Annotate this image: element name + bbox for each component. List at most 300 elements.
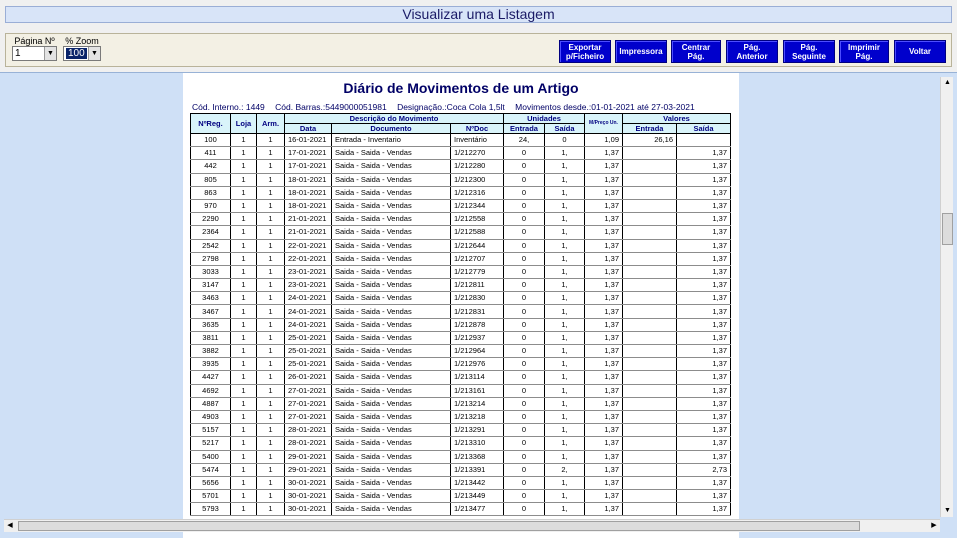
cell-nreg: 3882 xyxy=(191,345,231,358)
table-row xyxy=(191,410,731,423)
cell-entrada: 0 xyxy=(504,305,545,318)
cell-entrada: 0 xyxy=(504,318,545,331)
cell-documento: Saida - Saida - Vendas xyxy=(332,503,451,516)
cell-valor-entrada xyxy=(623,279,677,292)
cell-valor-saida: 1,37 xyxy=(677,397,731,410)
cell-data: 25-01-2021 xyxy=(285,345,332,358)
cell-arm: 1 xyxy=(257,292,285,305)
cell-arm: 1 xyxy=(257,331,285,344)
table-row xyxy=(191,384,731,397)
cell-valor-entrada xyxy=(623,384,677,397)
cell-nreg: 863 xyxy=(191,186,231,199)
cell-arm: 1 xyxy=(257,450,285,463)
back-button[interactable] xyxy=(894,40,946,63)
cell-arm: 1 xyxy=(257,265,285,278)
center-page-button[interactable] xyxy=(671,40,721,63)
cell-loja: 1 xyxy=(231,437,257,450)
cell-valor-entrada: 26,16 xyxy=(623,134,677,147)
cell-saida: 1, xyxy=(545,371,585,384)
cell-valor-entrada xyxy=(623,186,677,199)
cell-arm: 1 xyxy=(257,437,285,450)
scroll-down-icon[interactable]: ▼ xyxy=(944,507,951,514)
cell-nreg: 4903 xyxy=(191,410,231,423)
cell-preco: 1,37 xyxy=(585,424,623,437)
cell-saida: 1, xyxy=(545,226,585,239)
cell-nreg: 5793 xyxy=(191,503,231,516)
cell-entrada: 0 xyxy=(504,424,545,437)
header-preco: M/Preço Un. xyxy=(585,114,623,134)
cell-nreg: 970 xyxy=(191,199,231,212)
cell-data: 25-01-2021 xyxy=(285,358,332,371)
cell-loja: 1 xyxy=(231,358,257,371)
export-file-button[interactable] xyxy=(559,40,611,63)
cell-documento: Saida - Saida - Vendas xyxy=(332,160,451,173)
cell-ndoc: 1/212300 xyxy=(451,173,504,186)
table-row xyxy=(191,173,731,186)
cell-loja: 1 xyxy=(231,503,257,516)
cell-valor-saida: 1,37 xyxy=(677,305,731,318)
cell-preco: 1,37 xyxy=(585,239,623,252)
cell-data: 30-01-2021 xyxy=(285,503,332,516)
cell-nreg: 4692 xyxy=(191,384,231,397)
cell-loja: 1 xyxy=(231,292,257,305)
cell-arm: 1 xyxy=(257,463,285,476)
cell-ndoc: 1/212707 xyxy=(451,252,504,265)
cell-valor-entrada xyxy=(623,160,677,173)
cell-arm: 1 xyxy=(257,213,285,226)
cell-valor-saida: 1,37 xyxy=(677,199,731,212)
cell-loja: 1 xyxy=(231,331,257,344)
table-row xyxy=(191,160,731,173)
cell-arm: 1 xyxy=(257,503,285,516)
cell-ndoc: 1/212588 xyxy=(451,226,504,239)
cell-data: 21-01-2021 xyxy=(285,226,332,239)
cell-valor-entrada xyxy=(623,410,677,423)
cell-saida: 1, xyxy=(545,384,585,397)
cell-data: 27-01-2021 xyxy=(285,397,332,410)
table-row xyxy=(191,424,731,437)
cell-saida: 1, xyxy=(545,305,585,318)
designation: Designação.:Coca Cola 1,5lt xyxy=(397,102,505,112)
cell-ndoc: 1/213391 xyxy=(451,463,504,476)
cell-data: 24-01-2021 xyxy=(285,305,332,318)
movements-table xyxy=(190,113,731,516)
cell-preco: 1,37 xyxy=(585,279,623,292)
cell-data: 27-01-2021 xyxy=(285,384,332,397)
cell-preco: 1,37 xyxy=(585,358,623,371)
cell-documento: Saida - Saida - Vendas xyxy=(332,476,451,489)
cell-valor-entrada xyxy=(623,305,677,318)
header-arm: Arm. xyxy=(257,114,285,134)
cell-valor-entrada xyxy=(623,252,677,265)
report-viewport xyxy=(0,72,957,538)
cell-nreg: 5157 xyxy=(191,424,231,437)
cell-valor-saida: 1,37 xyxy=(677,160,731,173)
zoom-label: % Zoom xyxy=(65,36,99,46)
cell-nreg: 100 xyxy=(191,134,231,147)
table-row xyxy=(191,305,731,318)
cell-valor-saida xyxy=(677,134,731,147)
cell-preco: 1,37 xyxy=(585,305,623,318)
cell-documento: Saida - Saida - Vendas xyxy=(332,463,451,476)
cell-loja: 1 xyxy=(231,239,257,252)
cell-entrada: 0 xyxy=(504,437,545,450)
cell-valor-entrada xyxy=(623,371,677,384)
table-row xyxy=(191,265,731,278)
center-page-label: Centrar Pág. xyxy=(681,42,711,61)
toolbar xyxy=(5,33,952,67)
cell-valor-saida: 1,37 xyxy=(677,147,731,160)
cell-loja: 1 xyxy=(231,147,257,160)
cell-preco: 1,37 xyxy=(585,173,623,186)
horizontal-scrollbar[interactable] xyxy=(4,519,940,532)
cell-saida: 1, xyxy=(545,358,585,371)
header-ndoc: NºDoc xyxy=(451,124,504,134)
report-page xyxy=(183,73,739,538)
cell-entrada: 0 xyxy=(504,384,545,397)
cell-preco: 1,37 xyxy=(585,437,623,450)
table-row xyxy=(191,292,731,305)
header-entrada: Entrada xyxy=(504,124,545,134)
cell-preco: 1,37 xyxy=(585,265,623,278)
cell-nreg: 4427 xyxy=(191,371,231,384)
cell-data: 28-01-2021 xyxy=(285,437,332,450)
cell-arm: 1 xyxy=(257,318,285,331)
scroll-up-icon[interactable]: ▲ xyxy=(944,79,951,86)
previous-page-label: Pág. Anterior xyxy=(736,42,768,61)
cell-ndoc: 1/213442 xyxy=(451,476,504,489)
cell-arm: 1 xyxy=(257,410,285,423)
cell-preco: 1,37 xyxy=(585,384,623,397)
cell-nreg: 805 xyxy=(191,173,231,186)
cell-saida: 1, xyxy=(545,173,585,186)
cell-ndoc: 1/212344 xyxy=(451,199,504,212)
cell-loja: 1 xyxy=(231,424,257,437)
cell-entrada: 0 xyxy=(504,345,545,358)
cell-nreg: 3147 xyxy=(191,279,231,292)
cell-ndoc: 1/213161 xyxy=(451,384,504,397)
cell-arm: 1 xyxy=(257,305,285,318)
table-body xyxy=(191,134,731,516)
cell-preco: 1,37 xyxy=(585,463,623,476)
cell-documento: Saida - Saida - Vendas xyxy=(332,490,451,503)
cell-preco: 1,37 xyxy=(585,147,623,160)
printer-label: Impressora xyxy=(619,47,663,56)
cell-documento: Saida - Saida - Vendas xyxy=(332,199,451,212)
cell-valor-entrada xyxy=(623,503,677,516)
header-unidades: Unidades xyxy=(504,114,585,124)
cell-data: 24-01-2021 xyxy=(285,318,332,331)
cell-arm: 1 xyxy=(257,226,285,239)
cell-entrada: 0 xyxy=(504,173,545,186)
cell-preco: 1,37 xyxy=(585,371,623,384)
cell-preco: 1,37 xyxy=(585,345,623,358)
cell-preco: 1,37 xyxy=(585,226,623,239)
cell-documento: Saida - Saida - Vendas xyxy=(332,450,451,463)
cell-valor-entrada xyxy=(623,226,677,239)
cell-ndoc: 1/212779 xyxy=(451,265,504,278)
cell-data: 29-01-2021 xyxy=(285,450,332,463)
cell-saida: 1, xyxy=(545,345,585,358)
cell-documento: Saida - Saida - Vendas xyxy=(332,292,451,305)
vertical-scrollbar[interactable] xyxy=(940,77,953,517)
page-value: 1 xyxy=(15,48,21,59)
cell-arm: 1 xyxy=(257,160,285,173)
cell-saida: 1, xyxy=(545,279,585,292)
cell-saida: 1, xyxy=(545,147,585,160)
cell-documento: Saida - Saida - Vendas xyxy=(332,305,451,318)
cell-data: 26-01-2021 xyxy=(285,371,332,384)
cell-data: 25-01-2021 xyxy=(285,331,332,344)
cell-valor-entrada xyxy=(623,213,677,226)
cell-valor-saida: 1,37 xyxy=(677,384,731,397)
cell-documento: Saida - Saida - Vendas xyxy=(332,279,451,292)
cell-arm: 1 xyxy=(257,134,285,147)
cell-entrada: 0 xyxy=(504,160,545,173)
cell-documento: Saida - Saida - Vendas xyxy=(332,384,451,397)
horizontal-scroll-thumb[interactable] xyxy=(18,521,860,531)
cell-ndoc: 1/212830 xyxy=(451,292,504,305)
cell-loja: 1 xyxy=(231,490,257,503)
table-row xyxy=(191,147,731,160)
cell-ndoc: 1/212937 xyxy=(451,331,504,344)
print-page-button[interactable] xyxy=(839,40,889,63)
cell-documento: Saida - Saida - Vendas xyxy=(332,318,451,331)
cell-valor-saida: 1,37 xyxy=(677,503,731,516)
header-valores: Valores xyxy=(623,114,731,124)
table-row xyxy=(191,437,731,450)
cell-valor-entrada xyxy=(623,397,677,410)
cell-valor-saida: 1,37 xyxy=(677,173,731,186)
cell-entrada: 0 xyxy=(504,463,545,476)
chevron-down-icon[interactable]: ▼ xyxy=(44,47,56,60)
zoom-selector xyxy=(63,36,101,61)
cell-ndoc: 1/212644 xyxy=(451,239,504,252)
cell-ndoc: 1/212280 xyxy=(451,160,504,173)
cell-entrada: 0 xyxy=(504,147,545,160)
cell-arm: 1 xyxy=(257,186,285,199)
header-nreg: NºReg. xyxy=(191,114,231,134)
cell-preco: 1,37 xyxy=(585,186,623,199)
cell-preco: 1,37 xyxy=(585,199,623,212)
cell-valor-entrada xyxy=(623,358,677,371)
report-title: Diário de Movimentos de um Artigo xyxy=(343,80,579,96)
cell-saida: 1, xyxy=(545,292,585,305)
cell-valor-entrada xyxy=(623,147,677,160)
cell-valor-saida: 1,37 xyxy=(677,292,731,305)
cell-arm: 1 xyxy=(257,252,285,265)
cell-valor-entrada xyxy=(623,318,677,331)
vertical-scroll-thumb[interactable] xyxy=(942,213,953,245)
table-row xyxy=(191,186,731,199)
cell-ndoc: 1/213477 xyxy=(451,503,504,516)
cell-nreg: 3463 xyxy=(191,292,231,305)
cell-saida: 1, xyxy=(545,213,585,226)
cell-documento: Saida - Saida - Vendas xyxy=(332,397,451,410)
table-row xyxy=(191,490,731,503)
header-descricao: Descrição do Movimento xyxy=(285,114,504,124)
table-row xyxy=(191,226,731,239)
cell-nreg: 3935 xyxy=(191,358,231,371)
cell-loja: 1 xyxy=(231,134,257,147)
cell-valor-entrada xyxy=(623,265,677,278)
zoom-select[interactable] xyxy=(63,46,101,61)
cell-documento: Saida - Saida - Vendas xyxy=(332,410,451,423)
cell-entrada: 0 xyxy=(504,226,545,239)
cell-valor-saida: 1,37 xyxy=(677,410,731,423)
scroll-left-icon[interactable]: ◀ xyxy=(7,522,13,529)
cell-ndoc: 1/213214 xyxy=(451,397,504,410)
cell-preco: 1,37 xyxy=(585,503,623,516)
cell-loja: 1 xyxy=(231,450,257,463)
cell-valor-saida: 1,37 xyxy=(677,371,731,384)
cell-ndoc: 1/213310 xyxy=(451,437,504,450)
cell-ndoc: 1/212964 xyxy=(451,345,504,358)
cell-valor-saida: 1,37 xyxy=(677,476,731,489)
chevron-down-icon[interactable]: ▼ xyxy=(88,47,100,60)
back-label: Voltar xyxy=(908,47,932,56)
cell-preco: 1,37 xyxy=(585,397,623,410)
header-documento: Documento xyxy=(332,124,451,134)
cell-data: 23-01-2021 xyxy=(285,265,332,278)
cell-saida: 1, xyxy=(545,252,585,265)
printer-button[interactable] xyxy=(615,40,667,63)
cell-ndoc: 1/212811 xyxy=(451,279,504,292)
cell-saida: 1, xyxy=(545,503,585,516)
cell-ndoc: 1/213368 xyxy=(451,450,504,463)
cell-entrada: 0 xyxy=(504,292,545,305)
cell-ndoc: 1/212270 xyxy=(451,147,504,160)
window-title: Visualizar uma Listagem xyxy=(5,6,952,23)
cell-documento: Saida - Saida - Vendas xyxy=(332,239,451,252)
cell-nreg: 3033 xyxy=(191,265,231,278)
cell-documento: Saida - Saida - Vendas xyxy=(332,358,451,371)
cell-arm: 1 xyxy=(257,199,285,212)
table-row xyxy=(191,345,731,358)
cell-arm: 1 xyxy=(257,397,285,410)
cell-data: 29-01-2021 xyxy=(285,463,332,476)
cell-valor-saida: 1,37 xyxy=(677,450,731,463)
cell-data: 27-01-2021 xyxy=(285,410,332,423)
cell-valor-entrada xyxy=(623,199,677,212)
cell-documento: Saida - Saida - Vendas xyxy=(332,252,451,265)
internal-code: Cód. Interno.: 1449 xyxy=(192,102,265,112)
cell-loja: 1 xyxy=(231,186,257,199)
cell-saida: 1, xyxy=(545,239,585,252)
cell-nreg: 442 xyxy=(191,160,231,173)
cell-preco: 1,09 xyxy=(585,134,623,147)
cell-arm: 1 xyxy=(257,239,285,252)
cell-preco: 1,37 xyxy=(585,450,623,463)
barcode: Cód. Barras.:5449000051981 xyxy=(275,102,387,112)
cell-loja: 1 xyxy=(231,226,257,239)
table-row xyxy=(191,279,731,292)
cell-documento: Saida - Saida - Vendas xyxy=(332,345,451,358)
header-valor-saida: Saída xyxy=(677,124,731,134)
cell-loja: 1 xyxy=(231,397,257,410)
cell-valor-saida: 1,37 xyxy=(677,213,731,226)
cell-loja: 1 xyxy=(231,305,257,318)
cell-documento: Saida - Saida - Vendas xyxy=(332,437,451,450)
cell-valor-entrada xyxy=(623,345,677,358)
cell-entrada: 0 xyxy=(504,252,545,265)
cell-entrada: 0 xyxy=(504,490,545,503)
cell-saida: 1, xyxy=(545,490,585,503)
cell-loja: 1 xyxy=(231,371,257,384)
cell-valor-entrada xyxy=(623,490,677,503)
cell-preco: 1,37 xyxy=(585,213,623,226)
cell-nreg: 5701 xyxy=(191,490,231,503)
cell-nreg: 2364 xyxy=(191,226,231,239)
cell-ndoc: 1/212558 xyxy=(451,213,504,226)
cell-ndoc: 1/213449 xyxy=(451,490,504,503)
cell-valor-saida: 1,37 xyxy=(677,265,731,278)
cell-loja: 1 xyxy=(231,476,257,489)
cell-nreg: 2542 xyxy=(191,239,231,252)
cell-documento: Saida - Saida - Vendas xyxy=(332,213,451,226)
next-page-button[interactable] xyxy=(783,40,835,63)
page-select[interactable] xyxy=(12,46,57,61)
cell-documento: Saida - Saida - Vendas xyxy=(332,226,451,239)
cell-nreg: 5217 xyxy=(191,437,231,450)
cell-valor-saida: 1,37 xyxy=(677,490,731,503)
cell-documento: Saida - Saida - Vendas xyxy=(332,331,451,344)
cell-preco: 1,37 xyxy=(585,490,623,503)
cell-valor-entrada xyxy=(623,239,677,252)
print-page-label: Imprimir Pág. xyxy=(847,42,880,61)
cell-valor-saida: 1,37 xyxy=(677,226,731,239)
cell-data: 24-01-2021 xyxy=(285,292,332,305)
cell-preco: 1,37 xyxy=(585,292,623,305)
cell-arm: 1 xyxy=(257,424,285,437)
cell-preco: 1,37 xyxy=(585,318,623,331)
cell-saida: 1, xyxy=(545,199,585,212)
cell-valor-entrada xyxy=(623,173,677,186)
table-row xyxy=(191,397,731,410)
cell-entrada: 0 xyxy=(504,450,545,463)
cell-loja: 1 xyxy=(231,265,257,278)
cell-loja: 1 xyxy=(231,345,257,358)
cell-nreg: 5656 xyxy=(191,476,231,489)
table-row xyxy=(191,318,731,331)
cell-saida: 1, xyxy=(545,476,585,489)
cell-data: 17-01-2021 xyxy=(285,160,332,173)
cell-nreg: 5474 xyxy=(191,463,231,476)
cell-data: 30-01-2021 xyxy=(285,476,332,489)
header-data: Data xyxy=(285,124,332,134)
cell-valor-saida: 1,37 xyxy=(677,252,731,265)
table-row xyxy=(191,331,731,344)
table-row xyxy=(191,371,731,384)
cell-arm: 1 xyxy=(257,371,285,384)
cell-documento: Saida - Saida - Vendas xyxy=(332,424,451,437)
cell-valor-entrada xyxy=(623,292,677,305)
cell-data: 23-01-2021 xyxy=(285,279,332,292)
cell-saida: 1, xyxy=(545,397,585,410)
cell-ndoc: 1/212976 xyxy=(451,358,504,371)
cell-entrada: 0 xyxy=(504,279,545,292)
previous-page-button[interactable] xyxy=(726,40,778,63)
cell-arm: 1 xyxy=(257,384,285,397)
cell-entrada: 24, xyxy=(504,134,545,147)
cell-valor-saida: 1,37 xyxy=(677,186,731,199)
cell-loja: 1 xyxy=(231,410,257,423)
cell-nreg: 3811 xyxy=(191,331,231,344)
cell-ndoc: 1/212878 xyxy=(451,318,504,331)
table-row xyxy=(191,199,731,212)
cell-arm: 1 xyxy=(257,490,285,503)
scroll-right-icon[interactable]: ▶ xyxy=(931,522,937,529)
